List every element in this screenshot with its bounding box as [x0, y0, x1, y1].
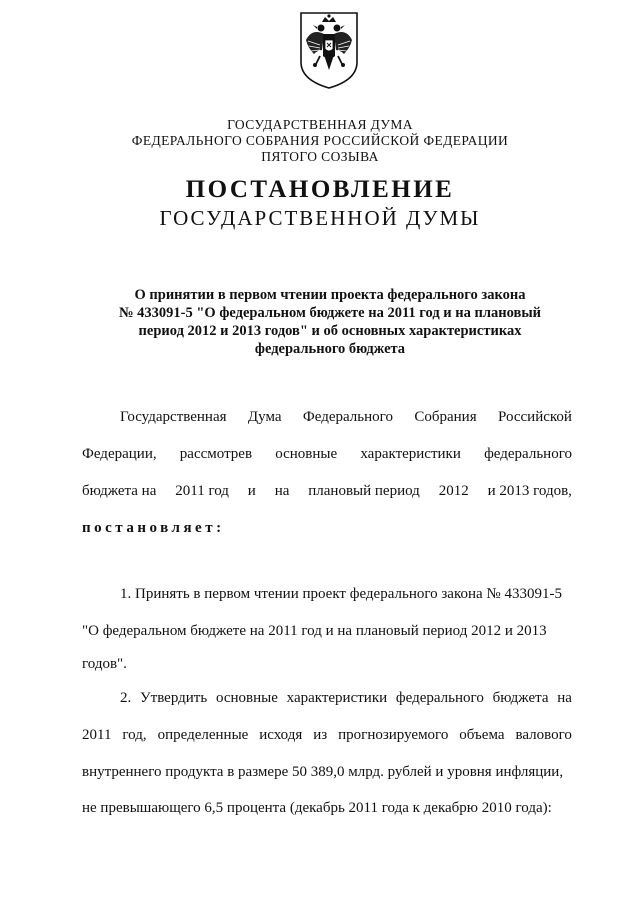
preamble-line [120, 409, 572, 426]
preamble-word: Федерального [302, 409, 393, 425]
item-2-line [82, 727, 572, 744]
preamble-word: Федерации, [82, 446, 157, 462]
item-2-word: основные [215, 690, 278, 706]
preamble-word: рассмотрев [179, 446, 253, 462]
subject-line: период 2012 и 2013 годов" и об основных характеристиках [138, 323, 522, 339]
item-1-line: годов". [82, 656, 127, 672]
preamble-word: и [247, 483, 256, 499]
subject-line: федерального бюджета [254, 341, 406, 357]
item-2-word: федерального [395, 690, 484, 706]
preamble-line [82, 446, 572, 463]
document-issuer-title: ГОСУДАРСТВЕННОЙ ДУМЫ [159, 206, 481, 230]
preamble-word: Российской [498, 409, 572, 425]
preamble-word: федерального [484, 446, 572, 462]
preamble-word: основные [275, 446, 338, 462]
org-line-state-duma: ГОСУДАРСТВЕННАЯ ДУМА [227, 117, 413, 132]
preamble-word: Собрания [414, 409, 477, 425]
item-2-line: не превышающего 6,5 процента (декабрь 2011 года к декабрю 2010 года): [82, 800, 552, 816]
preamble-word: характеристики [360, 446, 461, 462]
item-2-word: характеристики [286, 690, 388, 706]
organization-header [0, 117, 640, 165]
resolution-subject [80, 286, 580, 358]
preamble-line [82, 483, 572, 500]
preamble-word: и 2013 годов, [487, 483, 572, 499]
coat-of-arms-emblem [298, 10, 360, 90]
item-2-word: год, [122, 727, 147, 743]
preamble-word: 2011 год [175, 483, 229, 499]
item-2-word: бюджета [492, 690, 549, 706]
document-type-title: ПОСТАНОВЛЕНИЕ [185, 176, 455, 203]
preamble-word: бюджета на [82, 483, 157, 499]
item-2-word: 2011 [82, 727, 112, 743]
resolves-word: постановляет: [82, 520, 225, 536]
item-2-word: прогнозируемого [338, 727, 449, 743]
preamble-word: Дума [247, 409, 282, 425]
item-2-line: внутреннего продукта в размере 50 389,0 млрд. рублей и уровня инфляции, [82, 764, 564, 780]
preamble-word: плановый период [308, 483, 420, 499]
item-2-word: 2. [120, 690, 132, 706]
preamble-word: 2012 [438, 483, 469, 499]
item-2-word: валового [515, 727, 572, 743]
item-2-line [120, 690, 572, 707]
preamble-word: на [274, 483, 290, 499]
preamble-word: Государственная [120, 409, 227, 425]
subject-line: О принятии в первом чтении проекта федерального закона [134, 287, 526, 303]
item-2-word: из [313, 727, 328, 743]
item-2-word: определенные [157, 727, 249, 743]
item-2-word: Утвердить [140, 690, 208, 706]
subject-line: № 433091-5 "О федеральном бюджете на 2011 год и на плановый [118, 305, 542, 321]
item-2-word: объема [459, 727, 505, 743]
item-2-word: на [557, 690, 572, 706]
org-line-convocation: ПЯТОГО СОЗЫВА [261, 149, 379, 164]
org-line-federal-assembly: ФЕДЕРАЛЬНОГО СОБРАНИЯ РОССИЙСКОЙ ФЕДЕРАЦИИ [131, 133, 509, 148]
item-1-line: "О федеральном бюджете на 2011 год и на плановый период 2012 и 2013 [82, 623, 547, 639]
item-1-line: 1. Принять в первом чтении проект федерального закона № 433091-5 [120, 586, 562, 602]
item-2-word: исходя [259, 727, 303, 743]
